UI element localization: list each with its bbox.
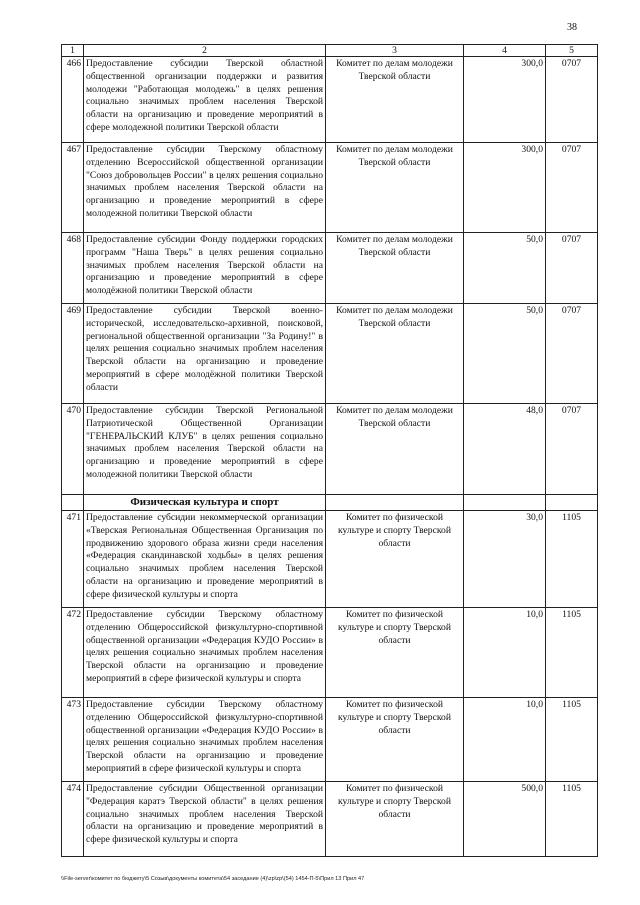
- subsidy-table: [61, 44, 598, 857]
- table-row: [62, 304, 598, 404]
- row-number: 472: [62, 608, 84, 698]
- row-code: 0707: [546, 233, 598, 304]
- row-amount: 10,0: [464, 698, 546, 782]
- table-row: [62, 233, 598, 304]
- header-row: [62, 45, 598, 57]
- row-amount: 500,0: [464, 782, 546, 857]
- row-ministry: Комитет по физической культуре и спорту Тверской области: [326, 511, 464, 608]
- row-description: Предоставление субсидии Тверскому областному отделению Всероссийской общественной организации "Союз добровольцев России" в целях решения социально значимых проблем населения Тверской области на организацию и проведение мероприятий в сфере молодежной политики Тверской области: [84, 143, 326, 233]
- row-number: 471: [62, 511, 84, 608]
- row-description: Предоставление субсидии Тверской областной общественной организации поддержки и развития молодежи "Работающая молодежь" в целях решения социально значимых проблем населения Тверской области на организацию и проведение мероприятий в сфере молодежной политики Тверской области: [84, 57, 326, 143]
- row-ministry: Комитет по делам молодежи Тверской области: [326, 143, 464, 233]
- footer-path: \\File-server\комитет по бюджету\5 Созыв\документы комитета\54 заседание (4)\zp\zp\(54) 1454-П-5\Прил 13 Прил 47: [61, 876, 365, 882]
- row-code: 0707: [546, 143, 598, 233]
- row-number: 466: [62, 57, 84, 143]
- row-code: 1105: [546, 698, 598, 782]
- row-amount: 48,0: [464, 404, 546, 495]
- row-ministry: Комитет по делам молодежи Тверской области: [326, 404, 464, 495]
- header-cell: 3: [326, 45, 464, 57]
- row-amount: 300,0: [464, 143, 546, 233]
- row-description: Предоставление субсидии Общественной организации "Федерация каратэ Тверской области" в целях решения социально значимых проблем населения Тверской области на организацию и проведение мероприятий в сфере физической культуры и спорта: [84, 782, 326, 857]
- table-row: [62, 698, 598, 782]
- row-description: Предоставление субсидии Тверской Региональной Патриотической Общественной Организации "ГЕНЕРАЛЬСКИЙ КЛУБ" в целях решения социально значимых проблем населения Тверской области на организацию и проведение мероприятий в сфере молодежной политики Тверской области: [84, 404, 326, 495]
- row-number: 474: [62, 782, 84, 857]
- group-sport: [62, 511, 598, 857]
- group-youth: [62, 57, 598, 495]
- row-code: 0707: [546, 304, 598, 404]
- section-row: [62, 495, 598, 511]
- section-title: Физическая культура и спорт: [84, 495, 326, 511]
- table-row: [62, 143, 598, 233]
- row-ministry: Комитет по делам молодежи Тверской области: [326, 233, 464, 304]
- table-row: [62, 57, 598, 143]
- row-ministry: Комитет по физической культуре и спорту Тверской области: [326, 782, 464, 857]
- row-ministry: Комитет по физической культуре и спорту Тверской области: [326, 608, 464, 698]
- table-row: [62, 608, 598, 698]
- page-number: 38: [567, 22, 577, 33]
- row-number: 468: [62, 233, 84, 304]
- header-cell: 2: [84, 45, 326, 57]
- row-description: Предоставление субсидии Тверскому областному отделению Общероссийской физкультурно-спортивной общественной организации «Федерация КУДО России» в целях решения социально значимых проблем населения Тверской области на организацию и проведение мероприятий в сфере физической культуры и спорта: [84, 698, 326, 782]
- table-row: [62, 511, 598, 608]
- row-description: Предоставление субсидии Тверской военно-исторической, исследовательско-архивной, поисковой, региональной общественной организации "За Родину!" в целях решения социально значимых проблем населения Тверской области на организацию и проведение мероприятий в сфере молодёжной политики Тверской области: [84, 304, 326, 404]
- row-number: 467: [62, 143, 84, 233]
- row-amount: 50,0: [464, 233, 546, 304]
- row-code: 0707: [546, 404, 598, 495]
- row-description: Предоставление субсидии Тверскому областному отделению Общероссийской физкультурно-спортивной общественной организации «Федерация КУДО России» в целях решения социально значимых проблем населения Тверской области на организацию и проведение мероприятий в сфере физической культуры и спорта: [84, 608, 326, 698]
- row-amount: 10,0: [464, 608, 546, 698]
- row-ministry: Комитет по делам молодежи Тверской области: [326, 304, 464, 404]
- header-cell: 1: [62, 45, 84, 57]
- row-number: 473: [62, 698, 84, 782]
- table-row: [62, 404, 598, 495]
- table-row: [62, 782, 598, 857]
- header-cell: 4: [464, 45, 546, 57]
- header-cell: 5: [546, 45, 598, 57]
- row-ministry: Комитет по физической культуре и спорту Тверской области: [326, 698, 464, 782]
- row-description: Предоставление субсидии некоммерческой организации «Тверская Региональная Общественная Организация по продвижению здорового образа жизни среди населения «Федерация скандинавской ходьбы» в целях решения социально значимых проблем населения Тверской области на организацию и проведение мероприятий в сфере физической культуры и спорта: [84, 511, 326, 608]
- row-amount: 30,0: [464, 511, 546, 608]
- row-description: Предоставление субсидии Фонду поддержки городских программ "Наша Тверь" в целях решения социально значимых проблем населения Тверской области на организацию и проведение мероприятий в сфере молодёжной политики Тверской области: [84, 233, 326, 304]
- row-code: 1105: [546, 782, 598, 857]
- row-ministry: Комитет по делам молодежи Тверской области: [326, 57, 464, 143]
- row-amount: 50,0: [464, 304, 546, 404]
- row-code: 1105: [546, 608, 598, 698]
- row-amount: 300,0: [464, 57, 546, 143]
- row-code: 1105: [546, 511, 598, 608]
- row-number: 470: [62, 404, 84, 495]
- row-code: 0707: [546, 57, 598, 143]
- row-number: 469: [62, 304, 84, 404]
